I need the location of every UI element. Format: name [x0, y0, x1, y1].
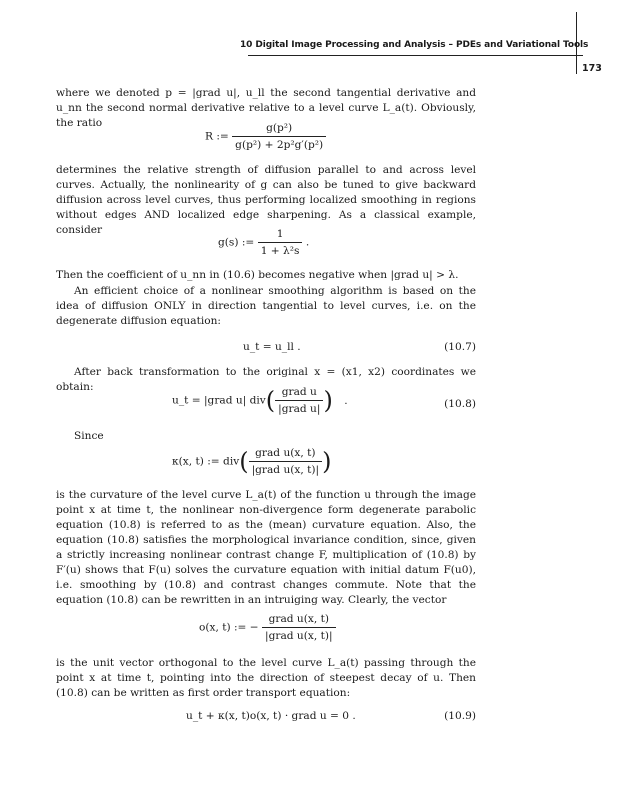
equation-o	[199, 613, 336, 642]
header-horizontal-rule	[248, 55, 583, 56]
equation-o-lhs: o(x, t) := −	[199, 621, 259, 634]
equation-g-denominator: 1 + λ²s	[258, 242, 303, 257]
equation-o-denominator: |grad u(x, t)|	[262, 627, 336, 642]
equation-10-7-number: (10.7)	[444, 341, 476, 353]
equation-R	[205, 122, 326, 151]
paragraph-5: is the curvature of the level curve L_a(t) of the function u through the image point x at time t, the nonlinear non-divergence form degenerate parabolic equation (10.8) is referred to as the (mean) curvature equation. Also, the equation (10.8) satisfies the morphological invariance condition, since, given a strictly increasing nonlinear contrast change F, multiplication of (10.8) by F′(u) shows that F(u) solves the curvature equation with initial datum F(u0), i.e. smoothing by (10.8) and contrast changes commute. Note that the equation (10.8) can be rewritten in an intruiging way. Clearly, the vector	[56, 489, 476, 606]
equation-kappa-denominator: |grad u(x, t)|	[249, 461, 323, 476]
running-title: 10 Digital Image Processing and Analysis – PDEs and Variational Tools	[240, 40, 589, 50]
equation-10-8-period: .	[344, 394, 348, 407]
equation-g-fraction	[258, 228, 303, 257]
equation-kappa: κ(x, t) := div( $\frac{\text{grad u(x, t)}}{\text{|grad u(x, t)|}}$ )	[172, 447, 332, 476]
equation-g-lhs: g(s) :=	[218, 236, 255, 249]
equation-g	[218, 228, 309, 257]
paragraph-3a: Then the coefficient of u_nn in (10.6) becomes negative when |grad u| > λ.	[56, 269, 459, 281]
paragraph-1: where we denoted p = |grad u|, u_ll the second tangential derivative and u_nn the second normal derivative relative to a level curve L_a(t). Obviously, the ratio	[56, 87, 476, 129]
equation-10-7: u_t = u_ll .	[243, 341, 301, 353]
equation-10-8-numerator: grad u	[281, 386, 317, 398]
equation-g-numerator: 1	[276, 228, 284, 240]
equation-kappa-numerator: grad u(x, t)	[255, 447, 316, 459]
equation-o-fraction	[262, 613, 336, 642]
paragraph-6: is the unit vector orthogonal to the level curve L_a(t) passing through the point x at time t, pointing into the direction of steepest decay of u. Then (10.8) can be written as first order transport equation:	[56, 657, 476, 699]
equation-R-numerator: g(p²)	[266, 122, 293, 134]
equation-R-fraction	[232, 122, 326, 151]
paragraph-3b: An efficient choice of a nonlinear smoothing algorithm is based on the idea of diffusion ONLY in direction tangential to level curves, i.e. on the degenerate diffusion equation:	[56, 285, 476, 327]
paragraph-2: determines the relative strength of diffusion parallel to and across level curves. Actually, the nonlinearity of g can also be tuned to give backward diffusion across level curves, thus performing localized smoothing in regions without edges AND localized edge sharpening. As a classical example, consider	[56, 164, 476, 236]
equation-R-denominator: g(p²) + 2p²g′(p²)	[232, 136, 326, 151]
equation-10-8-lhs: u_t = |grad u| div	[172, 394, 266, 407]
equation-10-9: u_t + κ(x, t)o(x, t) · grad u = 0 .	[186, 710, 356, 722]
equation-10-9-number: (10.9)	[444, 710, 476, 722]
equation-kappa-lhs: κ(x, t) := div	[172, 455, 240, 468]
equation-10-8-fraction	[275, 386, 323, 415]
since-label: Since	[74, 430, 104, 442]
equation-g-period: .	[305, 236, 310, 249]
equation-o-numerator: grad u(x, t)	[268, 613, 329, 625]
paragraph-4: After back transformation to the original x = (x1, x2) coordinates we obtain:	[56, 366, 476, 393]
equation-R-lhs: R :=	[205, 130, 229, 143]
equation-kappa-fraction	[249, 447, 323, 476]
equation-10-8-number: (10.8)	[444, 398, 476, 410]
equation-10-8: u_t = |grad u| div( $\frac{\text{grad u}}{\text{|grad u|}}$ ) .	[172, 386, 348, 415]
page-number: 173	[582, 63, 602, 74]
equation-10-8-denominator: |grad u|	[275, 400, 323, 415]
